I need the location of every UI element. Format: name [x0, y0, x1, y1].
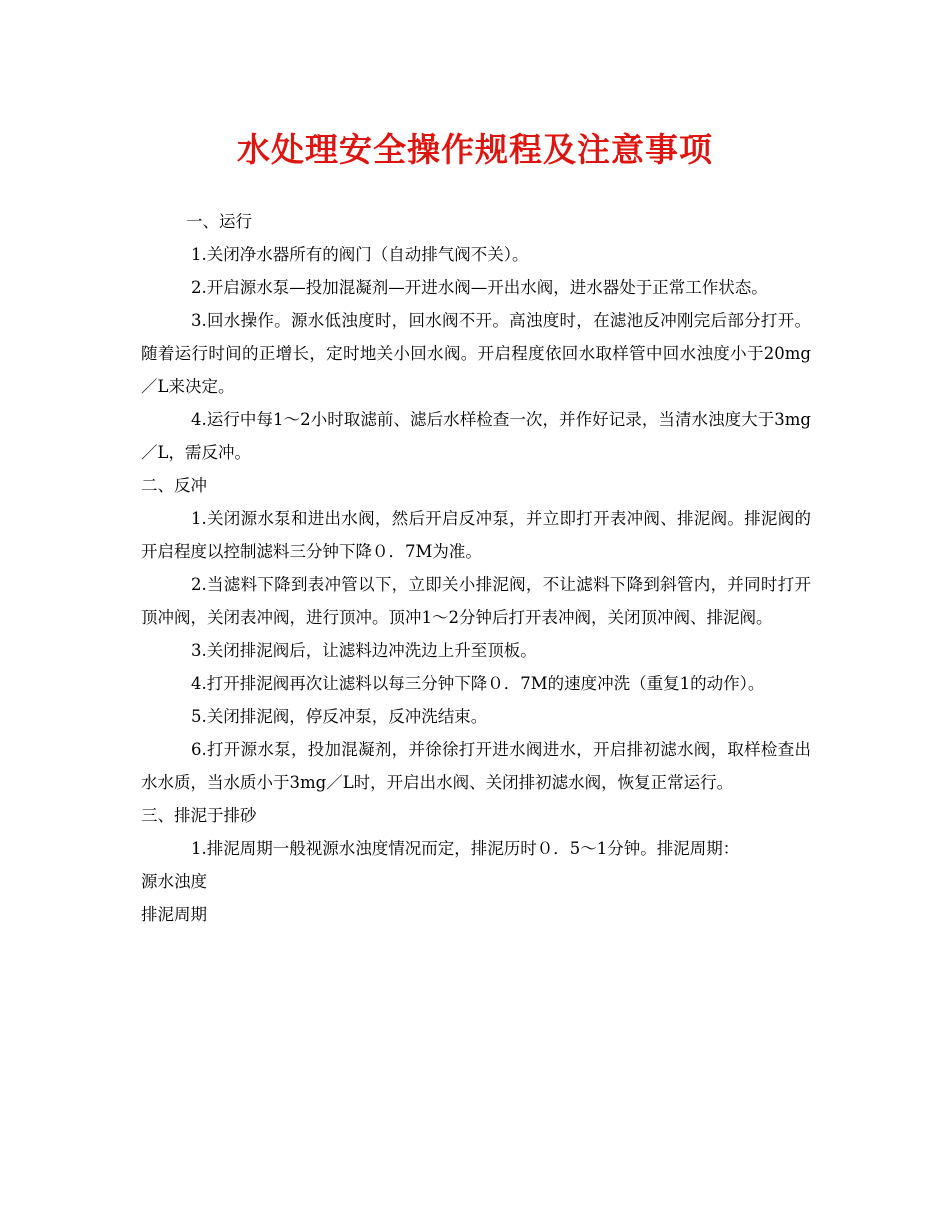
paragraph: 2.当滤料下降到表冲管以下，立即关小排泥阀，不让滤料下降到斜管内，并同时打开顶冲阀，关闭表冲阀，进行顶冲。顶冲1～2分钟后打开表冲阀，关闭顶冲阀、排泥阀。: [141, 575, 811, 627]
paragraph: 1.关闭净水器所有的阀门（自动排气阀不关）。: [191, 245, 529, 264]
document-body: [141, 205, 811, 931]
section-heading-operation: 一、运行: [186, 212, 252, 231]
paragraph: 3.关闭排泥阀后，让滤料边冲洗边上升至顶板。: [191, 641, 537, 660]
paragraph: 6.打开源水泵，投加混凝剂，并徐徐打开进水阀进水，开启排初滤水阀，取样检查出水水质，当水质小于3mg／L时，开启出水阀、关闭排初滤水阀，恢复正常运行。: [141, 740, 811, 792]
section-heading-backwash: 二、反冲: [141, 476, 207, 495]
paragraph: 4.运行中每1～2小时取滤前、滤后水样检查一次，并作好记录，当清水浊度大于3mg／L，需反冲。: [141, 410, 811, 462]
paragraph: 3.回水操作。源水低浊度时，回水阀不开。高浊度时，在滤池反冲刚完后部分打开。随着运行时间的正增长，定时地关小回水阀。开启程度依回水取样管中回水浊度小于20mg／L来决定。: [141, 311, 811, 396]
paragraph: 1.排泥周期一般视源水浊度情况而定，排泥历时０．5～1分钟。排泥周期：: [191, 839, 740, 858]
section-heading-sludge-discharge: 三、排泥于排砂: [141, 806, 257, 825]
paragraph: 1.关闭源水泵和进出水阀，然后开启反冲泵，并立即打开表冲阀、排泥阀。排泥阀的开启程度以控制滤料三分钟下降０．7M为准。: [141, 509, 811, 561]
paragraph: 4.打开排泥阀再次让滤料以每三分钟下降０．7M的速度冲洗（重复1的动作）。: [191, 674, 765, 693]
table-label-discharge-cycle: 排泥周期: [141, 905, 207, 924]
paragraph: 2.开启源水泵—投加混凝剂—开进水阀—开出水阀，进水器处于正常工作状态。: [191, 278, 768, 297]
document-title: 水处理安全操作规程及注意事项: [237, 130, 713, 169]
paragraph: 5.关闭排泥阀，停反冲泵，反冲洗结束。: [191, 707, 488, 726]
table-label-source-turbidity: 源水浊度: [141, 872, 207, 891]
